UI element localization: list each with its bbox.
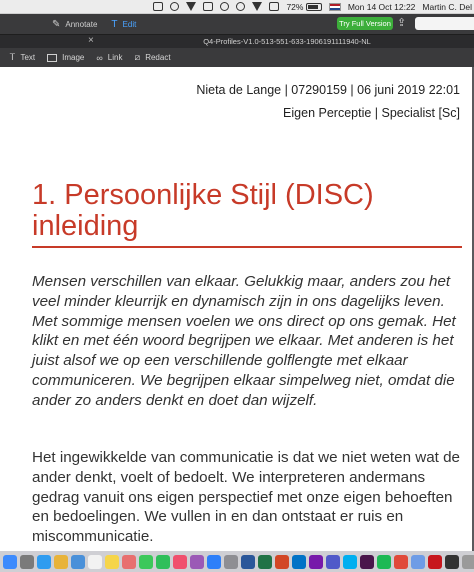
dock-launchpad-icon[interactable]	[20, 555, 34, 569]
dock-outlook-icon[interactable]	[292, 555, 306, 569]
link-icon: ∞	[96, 52, 103, 63]
menu-extra-8[interactable]	[269, 2, 279, 11]
share-icon[interactable]: ⇪	[397, 17, 407, 29]
annotate-tool[interactable]	[52, 19, 97, 30]
text-tool-label: Text	[20, 53, 36, 62]
document-meta-line-1: Nieta de Lange | 07290159 | 06 juni 2019 22:01	[196, 83, 460, 97]
dock-skype-icon[interactable]	[343, 555, 357, 569]
battery-percent: 72%	[286, 1, 304, 12]
document-page[interactable]	[0, 67, 472, 551]
bluetooth-icon	[236, 2, 245, 11]
menu-extra-5[interactable]	[220, 2, 229, 11]
menubar-user[interactable]: Martin C. Del	[422, 1, 472, 12]
dock-word-icon[interactable]	[241, 555, 255, 569]
menu-extra-6[interactable]	[236, 2, 245, 11]
text-tool[interactable]	[10, 52, 35, 63]
intro-paragraph: Mensen verschillen van elkaar. Gelukkig maar, anders zou het veel minder kleurrijk en dynamisch zijn in ons dagelijks leven. Met sommige mensen voelen we ons direct op ons gemak. Het klikt en met één woord begrijpen we elkaar. Met anderen is het juist alsof we op een verschillende golflengte met elkaar communiceren. We begrijpen elkaar simpelweg niet, omdat die ander zo anders denkt en doet dan wijzelf.	[32, 273, 456, 409]
dock-spotify-icon[interactable]	[377, 555, 391, 569]
dock-pdf-expert-icon[interactable]	[394, 555, 408, 569]
dock-onenote-icon[interactable]	[309, 555, 323, 569]
battery-status[interactable]	[286, 2, 321, 12]
edit-label: Edit	[122, 19, 137, 29]
wifi-icon	[252, 2, 262, 11]
redact-icon: ⧄	[134, 52, 141, 62]
dock-acrobat-icon[interactable]	[428, 555, 442, 569]
redact-tool-label: Redact	[145, 53, 171, 62]
dock-terminal-icon[interactable]	[445, 555, 459, 569]
battery-icon	[306, 3, 322, 11]
dock-messages-icon[interactable]	[139, 555, 153, 569]
search-input[interactable]	[415, 17, 474, 30]
dock-teams-icon[interactable]	[326, 555, 340, 569]
input-source[interactable]	[329, 3, 341, 11]
link-tool-label: Link	[107, 53, 123, 62]
menu-extra-2[interactable]	[170, 2, 179, 11]
menu-extra-1[interactable]	[153, 2, 163, 11]
dock-preferences-icon[interactable]	[224, 555, 238, 569]
document-viewport[interactable]	[0, 67, 474, 551]
image-tool-label: Image	[62, 53, 85, 62]
document-tab[interactable]	[0, 34, 474, 48]
menubar-datetime[interactable]: Mon 14 Oct 12:22	[347, 1, 416, 12]
dock-music-icon[interactable]	[173, 555, 187, 569]
dock-notes-icon[interactable]	[105, 555, 119, 569]
pencil-icon: ✎	[52, 18, 61, 30]
close-tab-icon[interactable]: ×	[88, 35, 94, 46]
annotate-label: Annotate	[65, 19, 98, 29]
flag-nl-icon	[329, 3, 341, 11]
dock-powerpoint-icon[interactable]	[275, 555, 289, 569]
menu-extra-4[interactable]	[203, 2, 213, 11]
text-icon: Ꭲ	[10, 52, 16, 62]
menu-extra-7[interactable]	[252, 2, 262, 11]
menu-extra-3[interactable]	[186, 2, 196, 11]
text-cursor-icon: T	[111, 18, 118, 30]
try-full-version-button[interactable]: Try Full Version	[337, 17, 393, 30]
app-toolbar	[0, 14, 474, 34]
dock-safari-icon[interactable]	[37, 555, 51, 569]
time-machine-icon	[220, 2, 229, 11]
window-icon	[203, 2, 213, 11]
dock-preview-icon[interactable]	[411, 555, 425, 569]
dock-mail-icon[interactable]	[71, 555, 85, 569]
dock-photos-icon[interactable]	[122, 555, 136, 569]
dock-podcasts-icon[interactable]	[190, 555, 204, 569]
redact-tool[interactable]	[134, 52, 170, 63]
dock-appstore-icon[interactable]	[207, 555, 221, 569]
link-tool[interactable]	[96, 53, 122, 63]
dock	[0, 551, 474, 572]
image-tool[interactable]	[47, 53, 84, 62]
tab-title: Q4-Profiles-V1.0-513-551-633-1906191111940-NL	[203, 37, 371, 46]
edit-tool[interactable]	[111, 19, 136, 30]
dock-trash-icon[interactable]	[462, 555, 474, 569]
stop-icon	[153, 2, 163, 11]
dock-slack-icon[interactable]	[360, 555, 374, 569]
dock-excel-icon[interactable]	[258, 555, 272, 569]
menu-bar	[0, 0, 474, 14]
body-paragraph: Het ingewikkelde van communicatie is dat we niet weten wat de ander denkt, voelt of bedoelt. We interpreteren andermans gedrag vanuit ons eigen perspectief met onze eigen behoeften en bedoelingen. We vullen in en dan ontstaat er ruis en miscommunicatie.	[32, 449, 461, 546]
dock-chrome-icon[interactable]	[54, 555, 68, 569]
edit-toolbar	[0, 48, 474, 67]
document-meta-line-2: Eigen Perceptie | Specialist [Sc]	[283, 106, 460, 120]
heading-rule	[32, 246, 462, 248]
dock-finder-icon[interactable]	[3, 555, 17, 569]
dock-facetime-icon[interactable]	[156, 555, 170, 569]
dropbox-icon	[186, 2, 196, 11]
volume-icon	[269, 2, 279, 11]
record-icon	[170, 2, 179, 11]
dock-calendar-icon[interactable]	[88, 555, 102, 569]
image-icon	[47, 54, 57, 62]
section-heading: 1. Persoonlijke Stijl (DISC) inleiding	[32, 179, 374, 242]
